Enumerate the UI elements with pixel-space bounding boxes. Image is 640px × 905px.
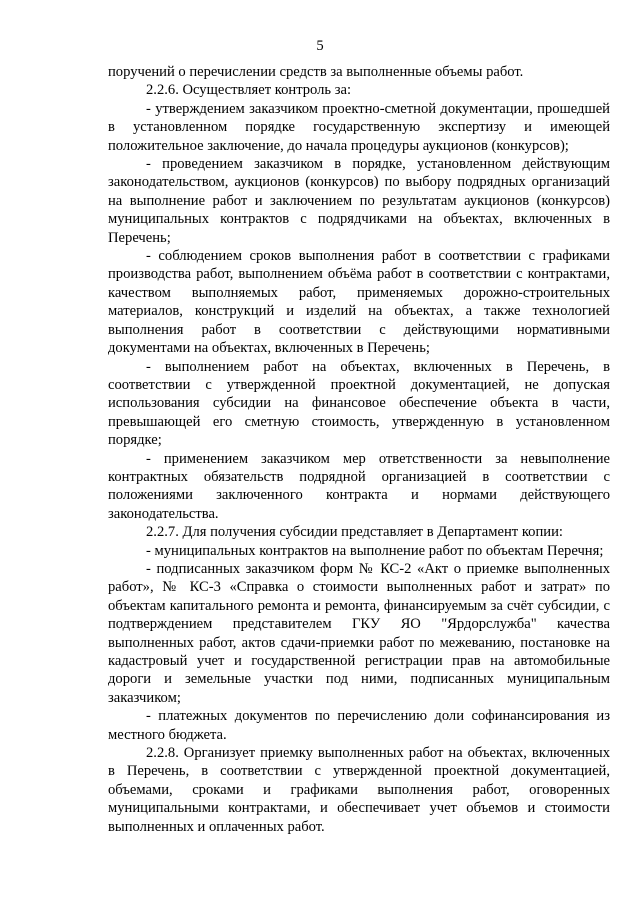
list-item: - платежных документов по перечислению доли софинансирования из местного бюджета. — [108, 708, 610, 743]
list-item: - муниципальных контрактов на выполнение работ по объектам Перечня; — [146, 542, 604, 559]
document-body — [108, 63, 610, 836]
list-item: - подписанных заказчиком форм № КС-2 «Акт о приемке выполненных работ», № КС-3 «Справка о стоимости выполненных работ и затрат» по объектам капитального ремонта и ремонта, финансируемым за счёт субсидии, с подтверждением представителем ГКУ ЯО "Ярдорслужба" качества выполненных работ, актов сдачи-приемки работ по межеванию, постановке на кадастровый учет и государственной регистрации прав на автомобильные дороги и земельные участки под ними, подписанных муниципальным заказчиком; — [108, 560, 610, 706]
paragraph-continuation: поручений о перечислении средств за выполненные объемы работ. — [108, 64, 524, 80]
list-item: - утверждением заказчиком проектно-сметной документации, прошедшей в установленном порядке государственную экспертизу и имеющей положительное заключение, до начала процедуры аукционов (конкурсов); — [108, 100, 610, 154]
clause-2-2-8: 2.2.8. Организует приемку выполненных работ на объектах, включенных в Перечень, в соответствии с утвержденной проектной документацией, объемами, сроками и графиками выполнения работ, оговоренных муниципальными контрактами, и обеспечивает учет объемов и стоимости выполненных и оплаченных работ. — [108, 745, 610, 835]
clause-2-2-6-heading: 2.2.6. Осуществляет контроль за: — [146, 82, 352, 99]
page-number: 5 — [316, 38, 324, 54]
clause-2-2-7-heading: 2.2.7. Для получения субсидии представляет в Департамент копии: — [146, 524, 563, 541]
list-item: - выполнением работ на объектах, включенных в Перечень, в соответствии с утвержденной проектной документацией, не допуская использования субсидии на финансовое обеспечение объекта в части, превышающей его сметную стоимость, утвержденную в установленном порядке; — [108, 358, 610, 449]
list-item: - проведением заказчиком в порядке, установленном действующим законодательством, аукционов (конкурсов) по выбору подрядных организаций на выполнение работ и заключением по результатам аукционов (конкурсов) муниципальных контрактов с подрядчиками на объектах, включенных в Перечень; — [108, 156, 610, 246]
list-item: - соблюдением сроков выполнения работ в соответствии с графиками производства работ, выполнением объёма работ в соответствии с контрактами, качеством выполняемых работ, применяемых дорожно-строительных материалов, конструкций и изделий на объектах, а также технологией выполнения работ в соответствии с действующими нормативными документами на объектах, включенных в Перечень; — [108, 248, 610, 357]
list-item: - применением заказчиком мер ответственности за невыполнение контрактных обязательств подрядной организацией в соответствии с положениями заключенного контракта и нормами действующего законодательства. — [108, 450, 610, 522]
